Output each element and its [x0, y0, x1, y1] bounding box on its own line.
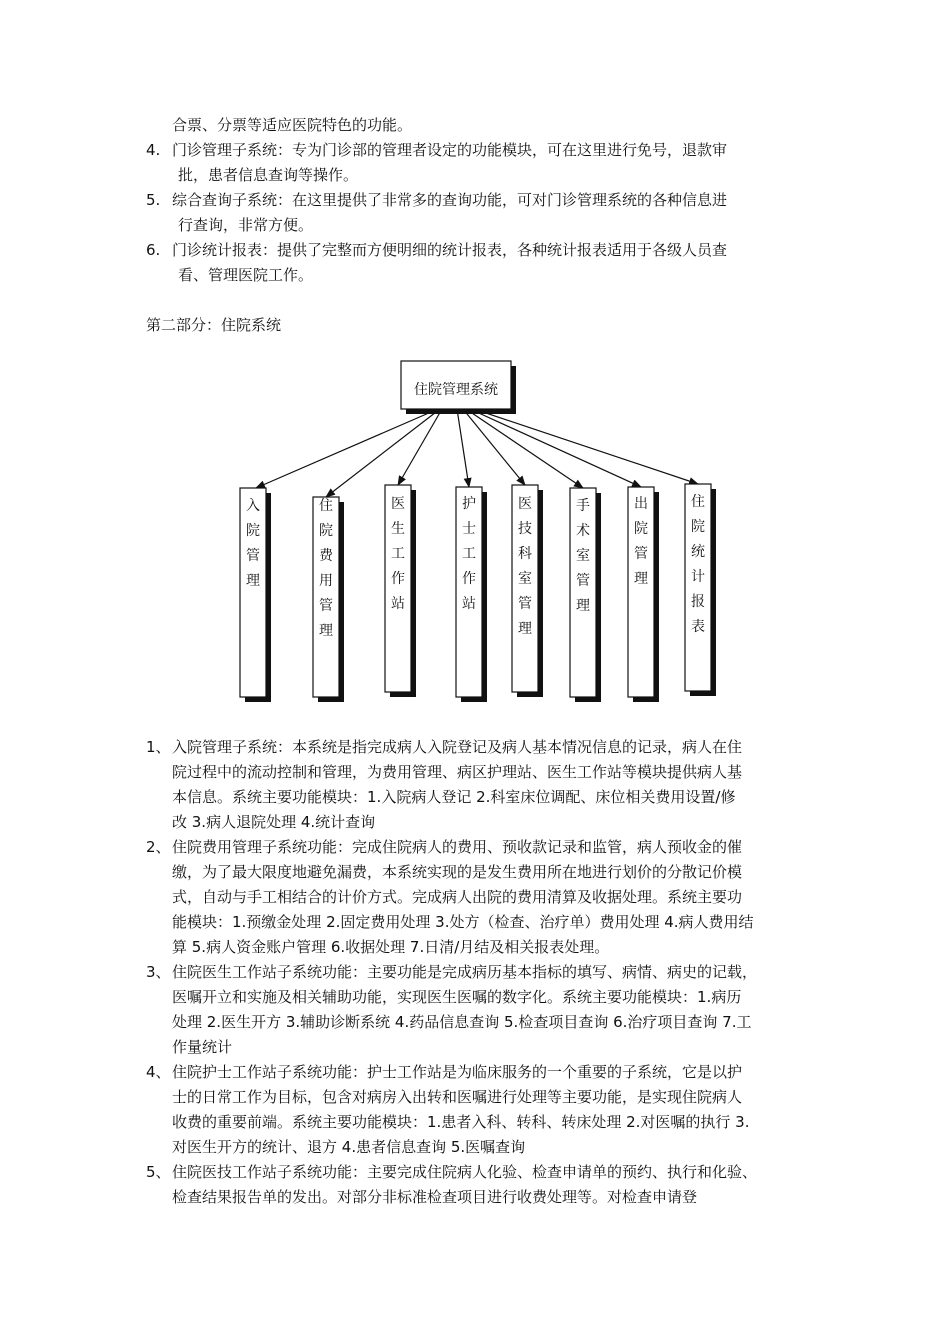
item-number: 5. — [146, 191, 161, 209]
item-number: 3、 — [146, 963, 171, 981]
text-line: 门诊统计报表：提供了完整而方便明细的统计报表，各种统计报表适用于各级人员查 — [172, 241, 728, 259]
label-char: 理 — [246, 573, 260, 589]
child-node-doctor-station — [385, 485, 416, 697]
item-number: 6. — [146, 241, 161, 259]
text-line: 作量统计 — [172, 1038, 233, 1056]
label-char: 理 — [319, 623, 333, 639]
label-char: 站 — [391, 596, 405, 612]
text-line: 缴，为了最大限度地避免漏费，本系统实现的是发生费用所在地进行划价的分散记价模 — [172, 863, 743, 881]
label-char: 理 — [576, 598, 590, 614]
label-char: 作 — [391, 571, 405, 587]
child-node-medical-tech — [512, 485, 543, 697]
label-char: 工 — [462, 546, 476, 562]
arrow — [457, 409, 469, 487]
label-char: 住 — [691, 494, 705, 510]
label-char: 护 — [462, 496, 476, 512]
label-char: 表 — [691, 619, 705, 635]
label-char: 科 — [518, 546, 532, 562]
child-node-admission — [240, 488, 271, 702]
label-char: 费 — [319, 548, 333, 564]
root-node-label: 住院管理系统 — [414, 382, 498, 398]
child-node-inpatient-fees — [313, 497, 344, 702]
label-char: 院 — [634, 521, 648, 537]
text-line: 看、管理医院工作。 — [178, 266, 314, 284]
text-line: 综合查询子系统：在这里提供了非常多的查询功能，可对门诊管理系统的各种信息进 — [172, 191, 728, 209]
list-item-inpatient-fees — [146, 835, 754, 960]
label-char: 医 — [391, 496, 405, 512]
label-char: 管 — [518, 596, 532, 612]
text-line: 院过程中的流动控制和管理，为费用管理、病区护理站、医生工作站等模块提供病人基 — [172, 763, 743, 781]
list-item-statistics-report — [146, 238, 727, 288]
text-line: 式，自动与手工相结合的计价方式。完成病人出院的费用清算及收据处理。系统主要功 — [172, 888, 743, 906]
list-item-outpatient-management — [146, 138, 727, 188]
text-line: 本信息。系统主要功能模块：1.入院病人登记 2.科室床位调配、床位相关费用设置/修 — [172, 788, 736, 806]
text-line: 住院护士工作站子系统功能：护士工作站是为临床服务的一个重要的子系统，它是以护 — [172, 1063, 743, 1081]
label-char: 院 — [319, 523, 333, 539]
arrow — [466, 409, 583, 488]
child-node-nurse-station — [456, 487, 487, 702]
label-char: 医 — [518, 496, 532, 512]
inpatient-system-diagram — [0, 350, 950, 710]
label-char: 理 — [518, 621, 532, 637]
child-node-operating-room — [570, 488, 601, 702]
label-char: 理 — [634, 571, 648, 587]
label-char: 院 — [691, 519, 705, 535]
text-line: 能模块：1.预缴金处理 2.固定费用处理 3.处方（检查、治疗单）费用处理 4.病人费用结 — [172, 913, 754, 931]
child-node-statistics — [685, 484, 716, 696]
list-item-admission — [146, 735, 742, 835]
root-node — [401, 361, 516, 414]
text-line: 对医生开方的统计、退方 4.患者信息查询 5.医嘱查询 — [172, 1138, 526, 1156]
label-char: 出 — [634, 496, 648, 512]
label-char: 管 — [634, 546, 648, 562]
label-char: 术 — [576, 523, 590, 539]
item-number: 4. — [146, 141, 161, 159]
label-char: 手 — [576, 498, 590, 514]
list-item-doctor-station — [146, 960, 757, 1060]
text-line: 处理 2.医生开方 3.辅助诊断系统 4.药品信息查询 5.检查项目查询 6.治疗项目查询 7.工 — [172, 1013, 752, 1031]
connector-arrows — [256, 409, 698, 497]
text-line: 改 3.病人退院处理 4.统计查询 — [172, 813, 376, 831]
text-line: 行查询，非常方便。 — [178, 216, 314, 234]
label-char: 管 — [246, 548, 260, 564]
label-char: 入 — [246, 498, 260, 514]
label-char: 院 — [246, 523, 260, 539]
text-line: 算 5.病人资金账户管理 6.收据处理 7.日清/月结及相关报表处理。 — [172, 938, 610, 956]
label-char: 站 — [462, 596, 476, 612]
item-number: 2、 — [146, 838, 171, 856]
list-item-medical-tech — [146, 1160, 757, 1210]
arrow — [474, 409, 698, 484]
text-line: 入院管理子系统：本系统是指完成病人入院登记及病人基本情况信息的记录，病人在住 — [172, 738, 743, 756]
label-char: 计 — [691, 569, 705, 585]
text-line: 医嘱开立和实施及相关辅助功能，实现医生医嘱的数字化。系统主要功能模块：1.病历 — [172, 988, 742, 1006]
text-line: 门诊管理子系统：专为门诊部的管理者设定的功能模块，可在这里进行免号，退款审 — [172, 141, 728, 159]
label-char: 用 — [319, 573, 333, 589]
text-line: 批，患者信息查询等操作。 — [178, 166, 359, 184]
list-item-query-subsystem — [146, 188, 727, 238]
arrow — [470, 409, 641, 487]
label-char: 统 — [691, 544, 705, 560]
label-char: 报 — [691, 594, 705, 610]
text-line: 检查结果报告单的发出。对部分非标准检查项目进行收费处理等。对检查申请登 — [172, 1188, 698, 1206]
section-heading: 第二部分：住院系统 — [146, 316, 282, 334]
label-char: 室 — [576, 548, 590, 564]
arrow — [398, 409, 442, 485]
item-number: 4、 — [146, 1063, 171, 1081]
label-char: 工 — [391, 546, 405, 562]
text-line: 士的日常工作为目标，包含对病房入出转和医嘱进行处理等主要功能，是实现住院病人 — [172, 1088, 743, 1106]
text-line: 住院医生工作站子系统功能：主要功能是完成病历基本指标的填写、病情、病史的记载， — [172, 963, 758, 981]
label-char: 管 — [576, 573, 590, 589]
list-item-nurse-station — [146, 1060, 749, 1160]
arrow — [256, 409, 438, 488]
text-line: 住院费用管理子系统功能：完成住院病人的费用、预收款记录和监管，病人预收金的催 — [172, 838, 743, 856]
continuation-line — [172, 113, 412, 138]
text-line: 合票、分票等适应医院特色的功能。 — [172, 116, 413, 134]
label-char: 室 — [518, 571, 532, 587]
label-char: 作 — [462, 571, 476, 587]
child-node-discharge — [628, 487, 659, 702]
text-line: 住院医技工作站子系统功能：主要完成住院病人化验、检查申请单的预约、执行和化验、 — [172, 1163, 758, 1181]
text-line: 收费的重要前端。系统主要功能模块：1.患者入科、转科、转床处理 2.对医嘱的执行 3. — [172, 1113, 750, 1131]
label-char: 住 — [319, 498, 333, 514]
label-char: 管 — [319, 598, 333, 614]
label-char: 生 — [391, 521, 405, 537]
item-number: 5、 — [146, 1163, 171, 1181]
item-number: 1、 — [146, 738, 171, 756]
label-char: 技 — [518, 521, 532, 537]
label-char: 士 — [462, 521, 476, 537]
arrow — [326, 409, 440, 497]
